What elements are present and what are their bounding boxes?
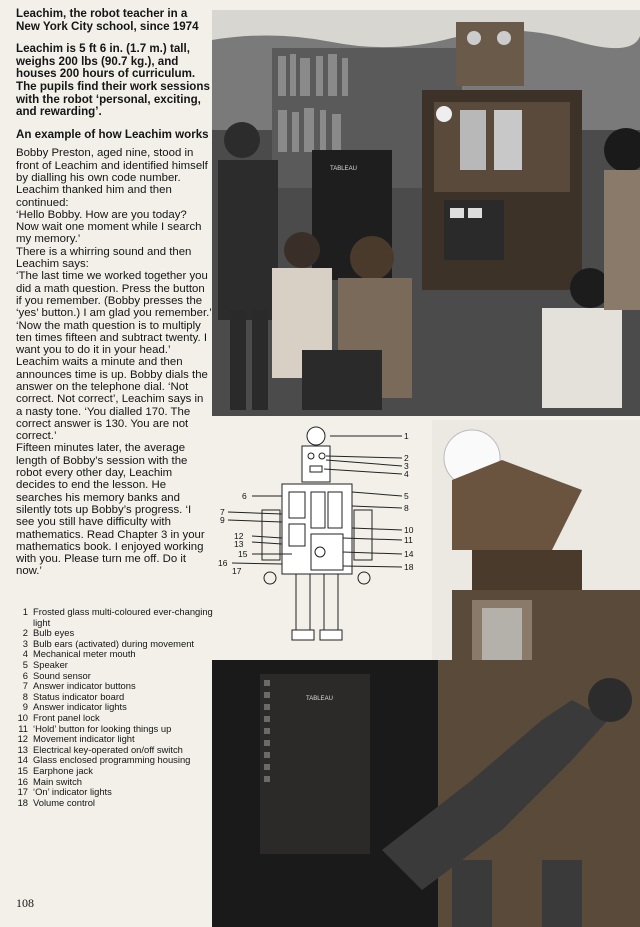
body-paragraph: There is a whirring sound and then Leachim says: [16, 245, 192, 271]
legend-item: 8 Status indicator board [22, 690, 125, 702]
classroom-illustration [212, 10, 640, 416]
legend-item: 1 Frosted glass multi-coloured ever-changing light [22, 606, 213, 628]
article-text-column [16, 8, 212, 578]
diagram-label: 2 [404, 453, 409, 463]
tableau-panel-sign: TABLEAU [306, 696, 333, 702]
body-paragraph: Leachim waits a minute and then announces time is up. Bobby dials the answer on the telephone dial. ‘Not correct. Not correct’, Leachim says in a nasty tone. ‘You dialled 170. The correct answer is 130. You are not correct.’ [16, 356, 208, 443]
legend-item: 18 Volume control [17, 796, 96, 808]
diagram-label: 6 [242, 491, 247, 501]
diagram-label: 5 [404, 491, 409, 501]
robot-line-drawing [212, 420, 442, 655]
body-paragraph: ‘The last time we worked together you did a math question. Press the button if you remember. (Bobby presses the ‘yes’ button.) I am glad you remember.’ ‘Now the math question is to multiply ten times fifteen and subtract twenty. I want you to do it in your head.’ [16, 270, 212, 357]
diagram-label: 7 [220, 507, 225, 517]
legend-item: 4 Mechanical meter mouth [22, 648, 136, 660]
diagram-label: 1 [404, 431, 409, 441]
page-number: 108 [16, 896, 34, 910]
body-paragraph: ‘Hello Bobby. How are you today? Now wait one moment while I search my memory.’ [16, 208, 202, 246]
diagram-label: 13 [234, 539, 244, 549]
diagram-label: 14 [404, 549, 414, 559]
diagram-label: 3 [404, 461, 409, 471]
legend-item: 10 Front panel lock [17, 711, 100, 723]
diagram-label: 4 [404, 469, 409, 479]
robot-diagram [212, 420, 442, 655]
article-body [16, 147, 212, 577]
legend-item: 11 ‘Hold’ button for looking things up [18, 722, 172, 734]
legend-item: 2 Bulb eyes [22, 627, 75, 639]
tableau-sign: TABLEAU [330, 166, 357, 172]
diagram-label: 12 [234, 531, 244, 541]
robot-body-photo [212, 660, 640, 927]
legend-item: 5 Speaker [22, 658, 68, 670]
legend-item: 16 Main switch [17, 775, 82, 787]
legend-item: 7 Answer indicator buttons [22, 680, 136, 692]
legend-item: 6 Sound sensor [22, 669, 91, 681]
headline-example-heading: An example of how Leachim works [16, 127, 209, 141]
diagram-label: 11 [404, 535, 413, 545]
legend-item: 9 Answer indicator lights [22, 701, 127, 713]
robot-body-illustration [212, 660, 640, 927]
legend-item: 13 Electrical key-operated on/off switch [17, 743, 183, 755]
headline-title: Leachim, the robot teacher in a New York City school, since 1974 [16, 7, 199, 33]
legend-item: 12 Movement indicator light [17, 733, 135, 745]
diagram-label: 18 [404, 562, 414, 572]
diagram-label: 17 [232, 566, 242, 576]
legend-item: 17 ‘On’ indicator lights [17, 786, 112, 798]
legend-item: 15 Earphone jack [17, 764, 93, 776]
diagram-legend [16, 607, 216, 808]
diagram-label: 10 [404, 525, 414, 535]
headline-description: Leachim is 5 ft 6 in. (1.7 m.) tall, weighs 200 lbs (90.7 kg.), and houses 200 hours of curriculum. The pupils find their work sessions with the robot ‘personal, exciting, and rewarding’. [16, 42, 210, 119]
legend-item: 14 Glass enclosed programming housing [17, 754, 191, 766]
diagram-label: 8 [404, 503, 409, 513]
diagram-label: 9 [220, 515, 225, 525]
diagram-label: 16 [218, 558, 228, 568]
diagram-label: 15 [238, 549, 248, 559]
legend-item: 3 Bulb ears (activated) during movement [22, 637, 195, 649]
classroom-photo [212, 10, 640, 416]
headline-block [16, 8, 212, 141]
body-paragraph: Bobby Preston, aged nine, stood in front of Leachim and identified himself by dialling his own code number. Leachim thanked him and then continued: [16, 147, 208, 209]
body-paragraph: Fifteen minutes later, the average length of Bobby’s session with the robot every other day, Leachim decides to end the lesson. He searches his memory banks and silently tots up Bobby’s progress. ‘I see you still have difficulty with mathematics. Read Chapter 3 in your mathematics book. I enjoyed working with you. Please turn me off. Do it now.’ [16, 442, 205, 578]
